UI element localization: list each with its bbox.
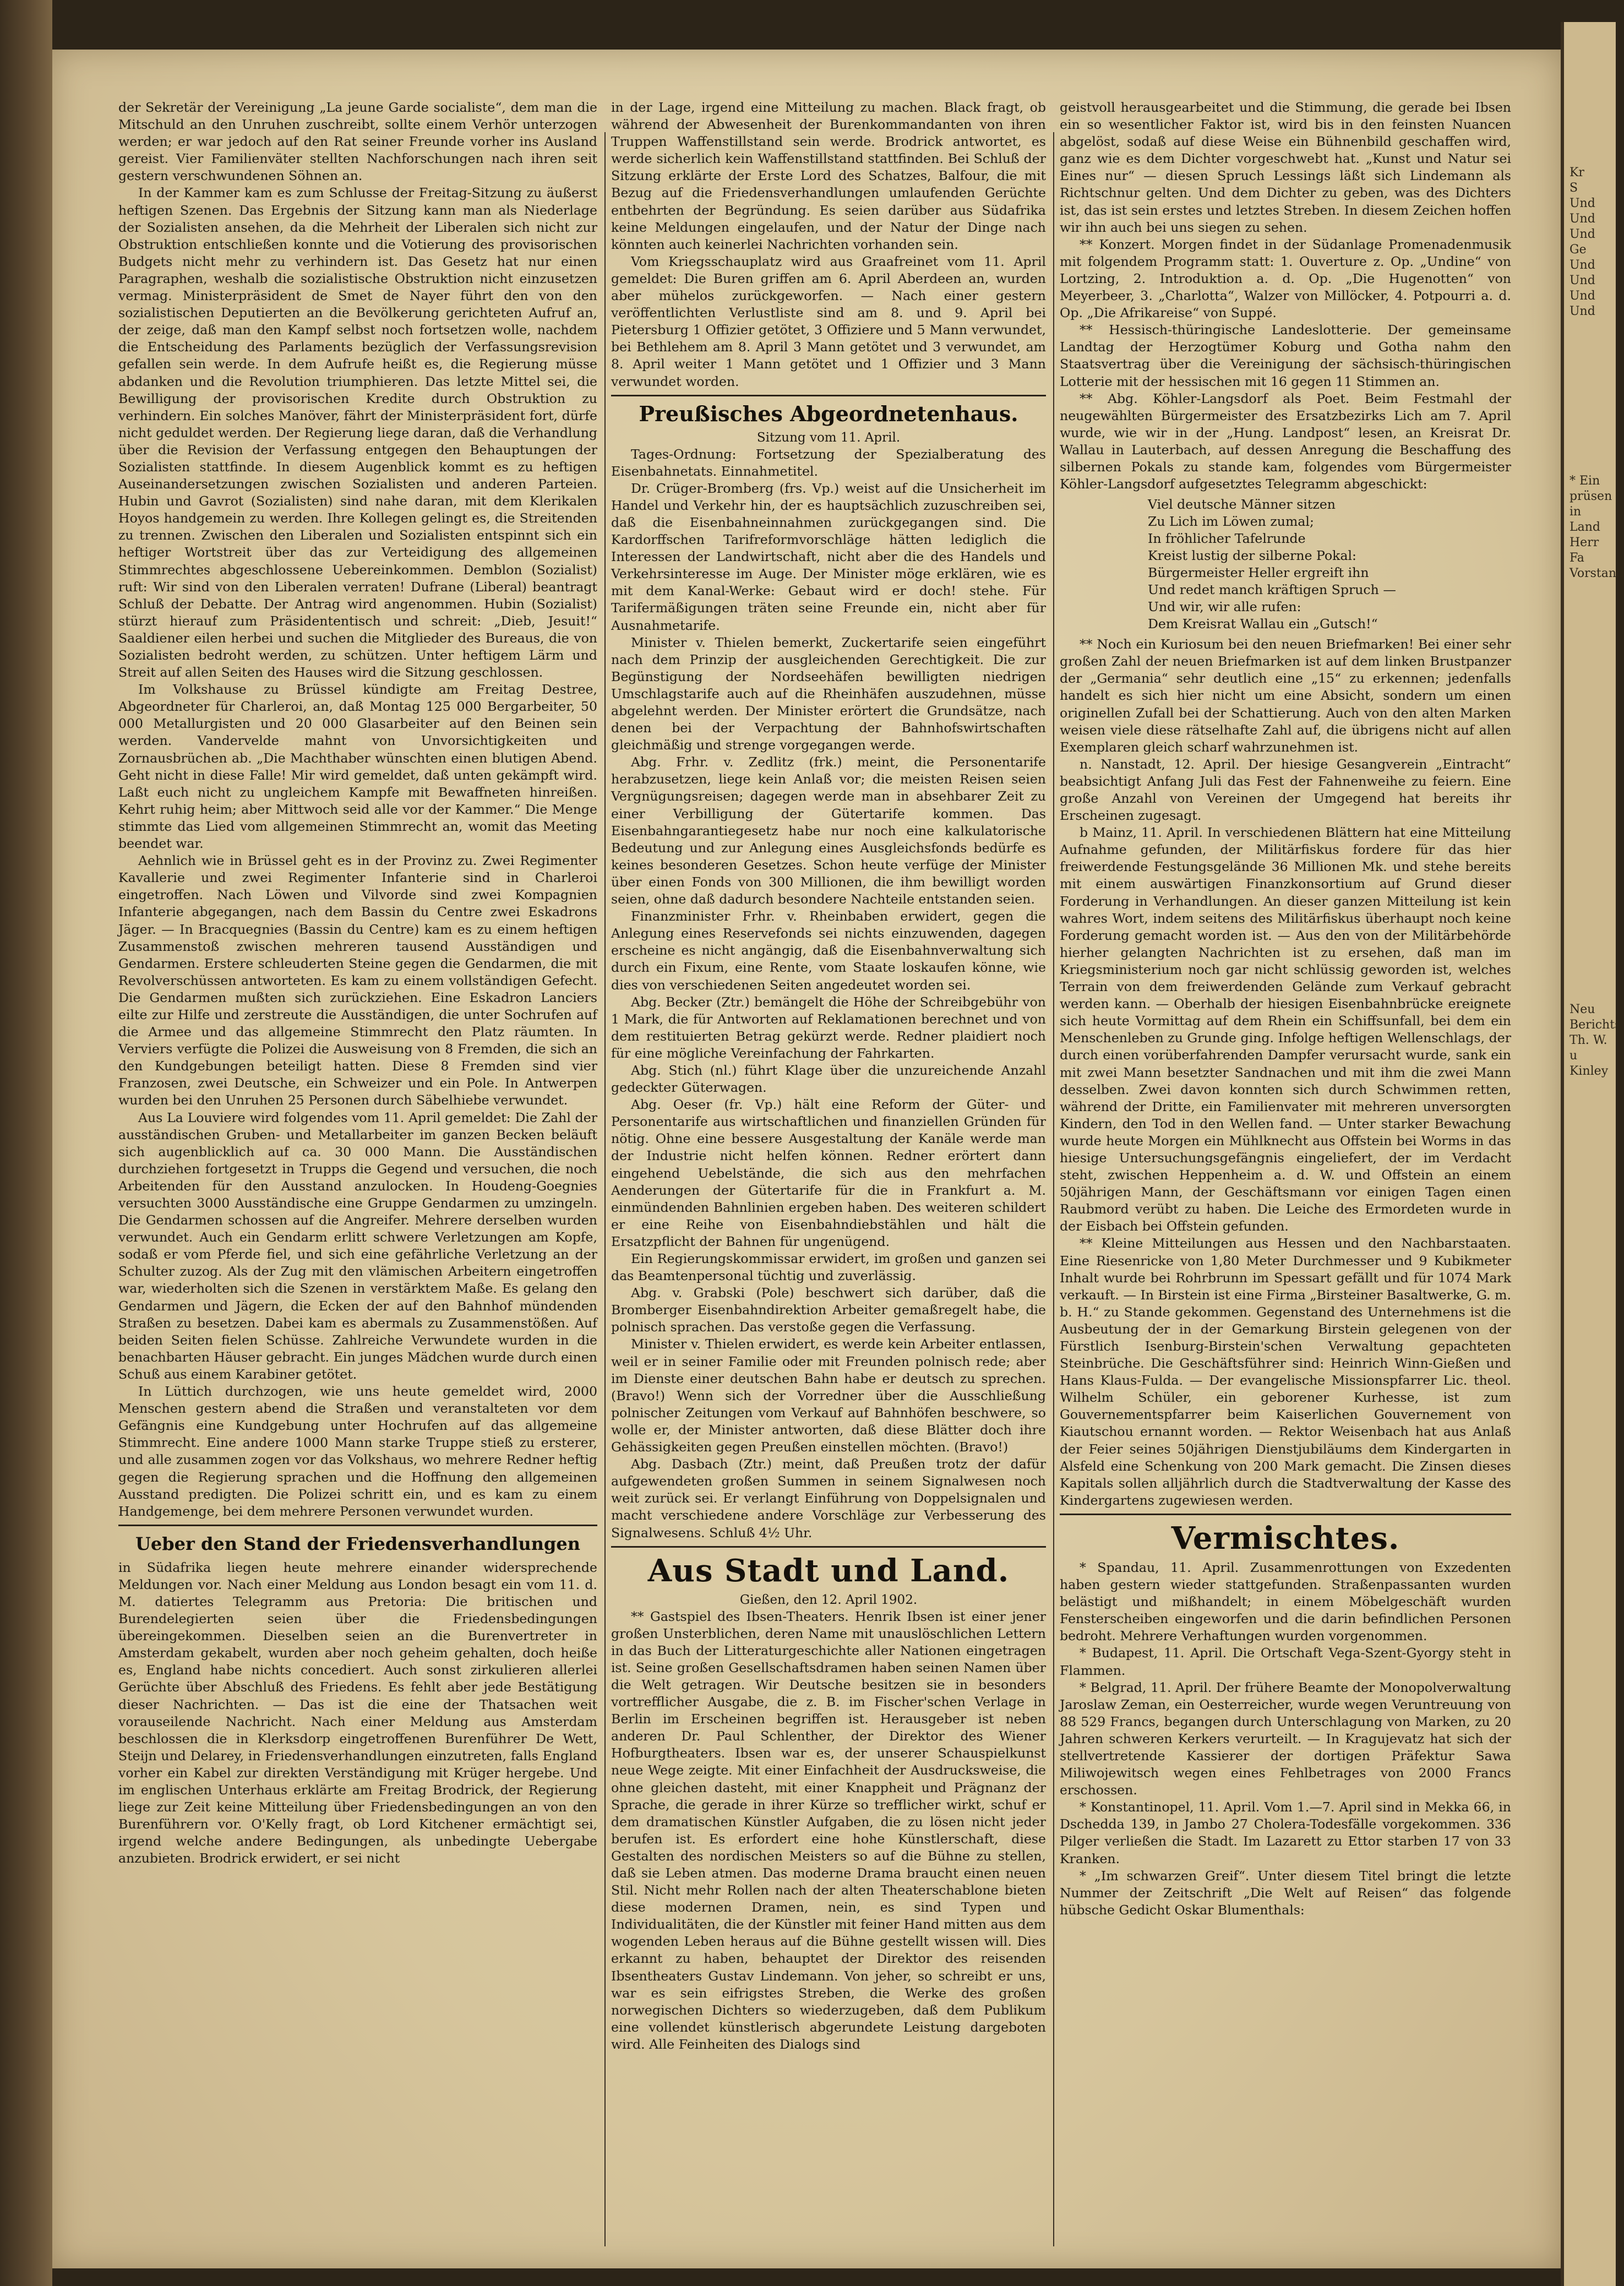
paragraph: n. Nanstadt, 12. April. Der hiesige Gesangverein „Eintracht“ beabsichtigt Anfang Juli das Fest der Fahnenweihe zu feiern. Eine große Anzahl von Vereinen der Umgegend hat bereits ihr Erscheinen zugesagt. <box>1060 756 1511 824</box>
poem <box>1148 496 1511 633</box>
paragraph: ** Konzert. Morgen findet in der Südanlage Promenadenmusik mit folgendem Programm statt: 1. Ouverture z. Op. „Undine“ von Lortzing, 2. Introduktion a. d. Op. „Die Hugenotten“ von Meyerbeer, 3. „Charlotta“, Walzer von Millöcker, 4. Potpourri a. d. Op. „Die Afrikareise“ von Suppé. <box>1060 236 1511 321</box>
newspaper-page <box>52 50 1561 2268</box>
poem-line: Dem Kreisrat Wallau ein „Gutsch!“ <box>1148 616 1378 632</box>
paragraph: Im Volkshause zu Brüssel kündigte am Freitag Destree, Abgeordneter für Charleroi, an, daß Montag 125 000 Bergarbeiter, 50 000 Metallurgisten und 20 000 Glasarbeiter auf den Beinen sein werden. Vandervelde mahnt von Unvorsichtigkeiten und Zornausbrüchen ab. „Die Machthaber wünschten einen blutigen Abend. Geht nicht in diese Falle! Mir wird gemeldet, daß unten gekämpft wird. Laßt euch nicht zu ungleichem Kampfe mit Bewaffneten hinreißen. Kehrt ruhig heim; aber Mittwoch seid alle vor der Kammer.“ Die Menge stimmte das Lied vom allgemeinen Stimmrecht an, womit das Meeting beendet war. <box>118 682 597 852</box>
book-binding <box>0 0 52 2286</box>
poem-line: In fröhlicher Tafelrunde <box>1148 531 1306 547</box>
column-2 <box>611 99 1046 2246</box>
section-heading: Aus Stadt und Land. <box>647 1552 1010 1589</box>
paragraph: * Budapest, 11. April. Die Ortschaft Vega-Szent-Gyorgy steht in Flammen. <box>1060 1645 1511 1678</box>
section-rule <box>1060 1514 1511 1515</box>
poem-line: Bürgermeister Heller ergreift ihn <box>1148 565 1369 581</box>
column-1 <box>118 99 597 2246</box>
poem-line: Kreist lustig der silberne Pokal: <box>1148 548 1357 564</box>
poem-line: Und wir, wir alle rufen: <box>1148 599 1301 615</box>
paragraph: In Lüttich durchzogen, wie uns heute gemeldet wird, 2000 Menschen gestern abend die Straßen und veranstalteten vor dem Gefängnis eine Kundgebung unter Hochrufen auf das allgemeine Stimmrecht. Eine andere 1000 Mann starke Truppe stieß zu ersterer, und alle zusammen zogen vor das Volkshaus, wo mehrere Redner heftig gegen die Regierung sprachen und die Hoffnung den allgemeinen Ausstand predigten. Die Polizei schritt ein, und es kam zu einem Handgemenge, bei dem mehrere Personen verwundet wurden. <box>118 1384 597 1519</box>
column-rule <box>1053 132 1054 2246</box>
paragraph: Abg. v. Grabski (Pole) beschwert sich darüber, daß die Bromberger Eisenbahndirektion Arbeiter gemaßregelt habe, die polnisch sprachen. Das verstoße gegen die Verfassung. <box>611 1285 1046 1335</box>
paragraph: * Konstantinopel, 11. April. Vom 1.—7. April sind in Mekka 66, in Dschedda 139, in Jambo 27 Cholera-Todesfälle vorgekommen. 336 Pilger verließen die Stadt. Im Lazarett zu Ettor starben 17 von 33 Kranken. <box>1060 1799 1511 1866</box>
paragraph: * „Im schwarzen Greif“. Unter diesem Titel bringt die letzte Nummer der Zeitschrift „Die Welt auf Reisen“ das folgende hübsche Gedicht Oskar Blumenthals: <box>1060 1868 1511 1918</box>
paragraph: in der Lage, irgend eine Mitteilung zu machen. Black fragt, ob während der Abwesenheit der Burenkommandanten von ihren Truppen Waffenstillstand sein werde. Brodrick antwortet, es werde sicherlich kein Waffenstillstand stattfinden. Bei Schluß der Sitzung erklärte der Erste Lord des Schatzes, Balfour, die mit Bezug auf die Friedensverhandlungen umlaufenden Gerüchte entbehrten der Begründung. Es seien darüber aus Südafrika keine Meldungen eingelaufen, und der Natur der Dinge nach könnten auch keinerlei Nachrichten vorhanden sein. <box>611 100 1046 252</box>
paragraph: Vom Kriegsschauplatz wird aus Graafreinet vom 11. April gemeldet: Die Buren griffen am 6. April Aberdeen an, wurden aber mühelos zurückgeworfen. — Nach einer gestern veröffentlichten Verlustliste sind am 8. und 9. April bei Pietersburg 1 Offizier getötet, 3 Offiziere und 5 Mann verwundet, bei Bethlehem am 8. April 3 Mann getötet und 3 verwundet, am 8. April weiter 1 Mann getötet und 1 Offizier und 3 Mann verwundet worden. <box>611 253 1046 389</box>
section-heading: Vermischtes. <box>1171 1520 1400 1556</box>
next-page-edge <box>1561 22 1624 2286</box>
poem-line: Viel deutsche Männer sitzen <box>1148 497 1336 513</box>
paragraph: Ein Regierungskommissar erwidert, im großen und ganzen sei das Beamtenpersonal tüchtig und zuverlässig. <box>611 1251 1046 1284</box>
next-page-text: Neu Berichts Th. W. u Kinley <box>1569 1003 1621 1078</box>
section-subheading: Sitzung vom 11. April. <box>756 430 901 445</box>
paragraph: ** Gastspiel des Ibsen-Theaters. Henrik Ibsen ist einer jener großen Unsterblichen, deren Name mit unauslöschlichen Lettern in das Buch der Litteraturgeschichte aller Nationen eingetragen ist. Seine großen Gesellschaftsdramen haben seinen Namen über die Welt getragen. Wir Deutsche besitzen sie in besonders vortrefflicher Ausgabe, die z. B. im Fischer'schen Verlage in Berlin im Erscheinen begriffen ist. Herausgeber ist neben anderen Dr. Paul Schlenther, der Direktor des Wiener Hofburgtheaters. Ibsen war es, der unserer Schauspielkunst neue Wege zeigte. Mit einer Einfachheit der Ausdrucksweise, die ohne gleichen dasteht, mit einer Knappheit und Prägnanz der Sprache, die gerade in ihrer Kürze so trefflicher wirkt, schuf er dem dramatischen Künstler Aufgaben, die zu lösen nicht jeder berufen ist. Es erfordert eine hohe Künstlerschaft, diese Gestalten des nordischen Meisters so auf die Bühne zu stellen, daß sie Leben atmen. Das moderne Drama braucht einen neuen Stil. Nicht mehr Rollen nach der alten Theaterschablone bieten diese modernen Dramen, nein, es sind Typen und Individualitäten, die der Künstler mit feiner Hand mitten aus dem wogenden Leben heraus auf die Bühne gestellt wissen will. Dies erkannt zu haben, behauptet der Direktor des reisenden Ibsentheaters Gustav Lindemann. Von jeher, so schreibt er uns, war es sein eifrigstes Streben, die Werke des großen norwegischen Dichters so wiederzugeben, daß dem Publikum eine vollendet künstlerisch abgerundete Leistung dargeboten wird. Alle Feinheiten des Dialogs sind <box>611 1608 1046 2052</box>
paragraph: Dr. Crüger-Bromberg (frs. Vp.) weist auf die Unsicherheit im Handel und Verkehr hin, der es hauptsächlich zuzuschreiben sei, daß die Eisenbahneinnahmen zurückgegangen sind. Die Kardorffschen Tarifreformvorschläge hätten lediglich die Interessen der Landwirtschaft, nicht aber die des Handels und Verkehrsinteresse im Auge. Der Minister möge erklären, wie es mit dem Kanal-Werke: Gebaut wird er doch! stehe. Für Tarifermäßigungen träten seine Freunde ein, nicht aber für Ausnahmetarife. <box>611 480 1046 633</box>
column-3 <box>1060 99 1511 2246</box>
poem-line: Zu Lich im Löwen zumal; <box>1148 514 1314 530</box>
paragraph: Abg. Frhr. v. Zedlitz (frk.) meint, die Personentarife herabzusetzen, liege kein Anlaß vor; die meisten Reisen seien Vergnügungsreisen; dagegen werde man in absehbarer Zeit zu einer Verbilligung der Gütertarife kommen. Das Eisenbahngarantiegesetz habe nur noch eine kalkulatorische Bedeutung und zur Anlegung eines Ausgleichsfonds bedürfe es keines besonderen Gesetzes. Schon heute verfüge der Minister über einen Fonds von 300 Millionen, die ihm bewilligt worden seien, ohne daß dadurch besondere Nachteile entstanden seien. <box>611 754 1046 907</box>
paragraph: Abg. Dasbach (Ztr.) meint, daß Preußen trotz der dafür aufgewendeten großen Summen in seinem Signalwesen noch weit zurück sei. Er verlangt Einführung von Doppelsignalen und macht verschiedene andere Vorschläge zur Verbesserung des Signalwesens. Schluß 4½ Uhr. <box>611 1456 1046 1541</box>
section-rule <box>611 395 1046 396</box>
paragraph: Tages-Ordnung: Fortsetzung der Spezialberatung des Eisenbahnetats. Einnahmetitel. <box>611 446 1046 479</box>
paragraph: in Südafrika liegen heute mehrere einander widersprechende Meldungen vor. Nach einer Meldung aus London besagt ein vom 11. d. M. datiertes Telegramm aus Pretoria: Die britischen und Burendelegierten seien über die Friedensbedingungen übereingekommen. Dieselben seien an die Burenvertreter in Amsterdam gekabelt, wurden aber noch geheim gehalten, doch heiße es, England habe nichts concediert. Auch sonst zirkulieren allerlei Gerüchte über Abschluß des Friedens. Es fehlt aber jede Bestätigung dieser Nachrichten. — Das ist die eine der Thatsachen weit vorauseilende Nachricht. Nach einer Meldung aus Amsterdam beschlossen die in Klerksdorp eingetroffenen Burenführer De Wett, Steijn und Delarey, in Friedensverhandlungen einzutreten, falls England vorher ein Kabel zur direkten Verständigung mit Krüger hergebe. Und im englischen Unterhaus erklärte am Freitag Brodrick, der Regierung liege zur Zeit keine Mitteilung über Friedensbedingungen an von den Burenführern vor. O'Kelly fragt, ob Lord Kitchener ermächtigt sei, irgend welche andere Bedingungen, als unbedingte Uebergabe anzubieten. Brodrick erwidert, er sei nicht <box>118 1559 597 1866</box>
section-heading: Preußisches Abgeordnetenhaus. <box>639 401 1018 426</box>
paragraph: Abg. Oeser (fr. Vp.) hält eine Reform der Güter- und Personentarife aus wirtschaftlichen und finanziellen Gründen für nötig. Ohne eine bessere Ausgestaltung der Kanäle werde man der Industrie nicht helfen können. Redner erörtert dann eingehend Uebelstände, die sich aus den mehrfachen Aenderungen der Gütertarife für die in Frankfurt a. M. einmündenden Bahnlinien ergeben haben. Des weiteren schildert er eine Reihe von Eisenbahndiebstählen und hält die Ersatzpflicht der Bahnen für ungenügend. <box>611 1097 1046 1249</box>
column-rule <box>604 132 606 2246</box>
paragraph: Minister v. Thielen bemerkt, Zuckertarife seien eingeführt nach dem Prinzip der ausgleichenden Gerechtigkeit. Die zur Begünstigung der Nordseehäfen bewilligten niedrigen Umschlagstarife auch auf die Rheinhäfen auszudehnen, müsse abgelehnt werden. Der Minister erörtert die Grundsätze, nach denen bei der Verpachtung der Bahnhofswirtschaften gleichmäßig und strenge vorgegangen werde. <box>611 634 1046 753</box>
paragraph: Aehnlich wie in Brüssel geht es in der Provinz zu. Zwei Regimenter Kavallerie und zwei Regimenter Infanterie sind in Charleroi eingetroffen. Nach Löwen und Vilvorde sind zwei Kompagnien Infanterie abgegangen, nach dem Bassin du Centre zwei Eskadrons Jäger. — In Bracquegnies (Bassin du Centre) kam es zu einem heftigen Zusammenstoß zwischen mehreren tausend Ausständigen und Gendarmen. Erstere schleuderten Steine gegen die Gendarmen, die mit Revolverschüssen antworteten. Es kam zu einem vollständigen Gefecht. Die Gendarmen mußten sich zurückziehen. Eine Eskadron Lanciers eilte zur Hilfe und zerstreute die Ausständigen, die unter Sochrufen auf die Armee und das allgemeine Stimmrecht den Platz räumten. In Verviers verfügte die Polizei die Ausweisung von 8 Fremden, die sich an den Kundgebungen beteiligt hatten. Diese 8 Fremden sind vier Franzosen, zwei Deutsche, ein Schweizer und ein Pole. In Antwerpen wurden bei den Unruhen 25 Personen durch Säbelhiebe verwundet. <box>118 853 597 1108</box>
paragraph: * Spandau, 11. April. Zusammenrottungen von Exzedenten haben gestern wieder stattgefunden. Straßenpassanten wurden belästigt und mißhandelt; in einem Möbelgeschäft wurden Fensterscheiben eingeworfen und die darin befindlichen Personen bedroht. Mehrere Verhaftungen wurden vorgenommen. <box>1060 1559 1511 1644</box>
paragraph: ** Hessisch-thüringische Landeslotterie. Der gemeinsame Landtag der Herzogtümer Koburg und Gotha nahm den Staatsvertrag über die Vereinigung der sächsisch-thüringischen Lotterie mit der hessischen mit 16 gegen 11 Stimmen an. <box>1060 322 1511 389</box>
paragraph: Abg. Becker (Ztr.) bemängelt die Höhe der Schreibgebühr von 1 Mark, die für Antworten auf Reklamationen berechnet und von dem restituierten Betrag gekürzt werde. Redner plaidiert noch für eine mögliche Vereinfachung der Fahrkarten. <box>611 994 1046 1061</box>
paragraph: ** Noch ein Kuriosum bei den neuen Briefmarken! Bei einer sehr großen Zahl der neuen Briefmarken ist auf dem linken Brustpanzer der „Germania“ sehr deutlich eine „15“ zu erkennen; jedenfalls handelt es sich hier nicht um eine Absicht, sondern um einen originellen Zufall bei der Schattierung. Auch von den alten Marken weisen viele diese rätselhafte Zahl auf, die übrigens nicht auf allen Exemplaren gleich scharf wahrzunehmen ist. <box>1060 636 1511 755</box>
paragraph: ** Abg. Köhler-Langsdorf als Poet. Beim Festmahl der neugewählten Bürgermeister des Ersatzbezirks Lich am 7. April wurde, wie wir in der „Hung. Landpost“ lesen, an Kreisrat Dr. Wallau in Lauterbach, auf dessen Anregung die Beschaffung des silbernen Pokals zu stande kam, folgendes vom Bürgermeister Köhler-Langsdorf aufgesetztes Telegramm abgeschickt: <box>1060 390 1511 492</box>
paragraph: * Belgrad, 11. April. Der frühere Beamte der Monopolverwaltung Jaroslaw Zeman, ein Oesterreicher, wurde wegen Veruntreuung von 88 529 Francs, begangen durch Unterschlagung von Marken, zu 20 Jahren schweren Kerkers verurteilt. — In Kragujevatz hat sich der stellvertretende Kassierer der dortigen Präfektur Sawa Miliwojewitsch wegen eines Fehlbetrages von 2000 Francs erschossen. <box>1060 1679 1511 1798</box>
paragraph: b Mainz, 11. April. In verschiedenen Blättern hat eine Mitteilung Aufnahme gefunden, der Militärfiskus fordere für das hier freiwerdende Festungsgelände 36 Millionen Mk. und stehe bereits mit einem auswärtigen Finanzkonsortium auf Grund dieser Forderung in Verhandlungen. An dieser ganzen Mitteilung ist kein wahres Wort, indem seitens des Militärfiskus überhaupt noch keine Forderung gemacht worden ist. — Aus den von der Militärbehörde hierher gelangten Nachrichten ist zu ersehen, daß man im Kriegsministerium noch gar nicht schlüssig geworden ist, welches Terrain von dem freiwerdenden Gelände zum Verkauf gebracht werden kann. — Oberhalb der hiesigen Eisenbahnbrücke ereignete sich heute Vormittag auf dem Rhein ein Schiffsunfall, bei dem ein Menschenleben zu Grunde ging. Infolge heftigen Wellenschlags, der durch einen vorüberfahrenden Dampfer verursacht wurde, sank ein mit zwei Mann besetzter Sandnachen und mit ihm die zwei Mann desselben. Zwei davon konnten sich durch Schwimmen retten, während der Dritte, ein Familienvater mit mehreren unversorgten Kindern, den Tod in den Wellen fand. — Unter starker Bewachung wurde heute Morgen ein Mühlknecht aus Offstein bei Worms in das hiesige Untersuchungsgefängnis eingeliefert, der im Verdacht steht, zwischen Heppenheim a. d. W. und Offstein an einem 50jährigen Mann, der Geschäftsmann vor einigen Tagen einen Raubmord verübt zu haben. Die Leiche des Ermordeten wurde in der Eisbach bei Offstein gefunden. <box>1060 825 1511 1234</box>
dateline: Gießen, den 12. April 1902. <box>739 1592 918 1607</box>
next-page-text: * Ein prüsen in Land Herr Fa Vorstand <box>1569 474 1624 580</box>
poem-line: Und redet manch kräftigen Spruch — <box>1148 582 1396 598</box>
paragraph: Minister v. Thielen erwidert, es werde kein Arbeiter entlassen, weil er in seiner Familie oder mit Freunden polnisch rede; aber im Dienste einer deutschen Bahn habe er deutsch zu sprechen. (Bravo!) Wenn sich der Vorredner über die Ausschließung polnischer Zeitungen vom Verkauf auf Bahnhöfen beschwere, so wolle er, der Minister antworten, daß diese Blätter doch ihre Gehässigkeiten gegen Preußen einstellen möchten. (Bravo!) <box>611 1336 1046 1455</box>
paragraph: Aus La Louviere wird folgendes vom 11. April gemeldet: Die Zahl der ausständischen Gruben- und Metallarbeiter im ganzen Becken beläuft sich augenblicklich auf ca. 30 000 Mann. Die Ausständischen durchziehen fortgesetzt in Trupps die Gegend und versuchen, die noch Arbeitenden für den Ausstand anzulocken. In Houdeng-Goegnies versuchten 3000 Ausständische eine Gruppe Gendarmen zu umzingeln. Die Gendarmen schossen auf die Angreifer. Mehrere derselben wurden verwundet. Auch ein Gendarm erlitt schwere Verletzungen am Kopfe, sodaß er vom Pferde fiel, und sich eine gefährliche Verletzung an der Schulter zuzog. Als der Zug mit den vlämischen Arbeitern eingetroffen war, wiederholten sich die Szenen in verstärktem Maße. Es gelang den Gendarmen und Jägern, die Ecken der auf den Bahnhof mündenden Straßen zu besetzen. Dabei kam es abermals zu Zusammenstößen. Auf beiden Seiten fielen Schüsse. Zahlreiche Verwundete wurden in die benachbarten Häuser gebracht. Ein junges Mädchen wurde durch einen Schuß aus einem Karabiner getötet. <box>118 1109 597 1382</box>
paragraph: In der Kammer kam es zum Schlusse der Freitag-Sitzung zu äußerst heftigen Szenen. Das Ergebnis der Sitzung kann man als Niederlage der Sozialisten ansehen, da die Mehrheit der Liberalen sich nicht zur Obstruktion entschließen konnte und die Votierung des provisorischen Budgets nicht mehr zu verhindern ist. Das Gesetz hat nur einen Paragraphen, weshalb die sozialistische Obstruktion nicht einzusetzen vermag. Ministerpräsident de Smet de Nayer führt den von den sozialistischen Deputierten an die Bevölkerung gerichteten Aufruf an, der zeige, daß man den Kampf selbst noch fortsetzen wolle, nachdem die Entscheidung des Parlaments bezüglich der Verfassungsrevision gefallen sein werde. In dem Aufrufe heißt es, die Regierung müsse abdanken und die Revolution triumphieren. Das letzte Mittel sei, die Bewilligung der provisorischen Kredite durch Obstruktion zu verhindern. Ein solches Manöver, fährt der Ministerpräsident fort, dürfe nicht geduldet werden. Der Regierung liege daran, daß die Verhandlung über die Revision der Verfassung entgegen den Behauptungen der Sozialisten stattfinde. In diesem Augenblick kommt es zu heftigen Auseinandersetzungen zwischen Sozialisten und anderen Parteien. Hubin und Gavrot (Sozialisten) sind nahe daran, mit dem Klerikalen Hoyos handgemein zu werden. Ihre Kollegen gelingt es, die Streitenden zu trennen. Zwischen den Liberalen und Sozialisten entspinnt sich ein heftiger Wortstreit über das zur Verteidigung des allgemeinen Stimmrechtes abgeschlossene Uebereinkommen. Demblon (Sozialist) ruft: Wir sind von den Liberalen verraten! Dufrane (Liberal) beantragt Schluß der Debatte. Der Antrag wird angenommen. Hubin (Sozialist) stürzt hierauf zum Präsidententisch und schreit: „Dieb, Jesuit!“ Saaldiener eilen herbei und suchen die Mitglieder des Bureaus, die von Sozialisten bedroht werden, zu schützen. Unter heftigem Lärm und Streit auf allen Seiten des Hauses wird die Sitzung geschlossen. <box>118 185 597 681</box>
paragraph: der Sekretär der Vereinigung „La jeune Garde socialiste“, dem man die Mitschuld an den Unruhen zuschreibt, sollte einem Verhör unterzogen werden; er war jedoch auf den Rat seiner Freunde vorher ins Ausland gereist. Vier Familienväter stellten Nachforschungen nach ihren seit gestern verschwundenen Söhnen an. <box>118 100 597 184</box>
section-rule <box>118 1525 597 1526</box>
paragraph: Abg. Stich (nl.) führt Klage über die unzureichende Anzahl gedeckter Güterwagen. <box>611 1062 1046 1096</box>
next-page-text: Kr S Und Und Und Ge Und Und Und Und <box>1569 166 1595 318</box>
paragraph: ** Kleine Mitteilungen aus Hessen und den Nachbarstaaten. Eine Riesenricke von 1,80 Meter Durchmesser und 9 Kubikmeter Inhalt wurde bei Rohrbrunn im Spessart gefällt und für 1074 Mark verkauft. — In Birstein ist eine Firma „Birsteiner Basaltwerke, G. m. b. H.“ zu Stande gekommen. Gegenstand des Unternehmens ist die Ausbeutung der in der Gemarkung Birstein gelegenen von der Fürstlich Isenburg-Birstein'schen Verwaltung gepachteten Steinbrüche. Die Geschäftsführer sind: Heinrich Winn-Gießen und Hans Klaus-Fulda. — Der evangelische Missionspfarrer Lic. theol. Wilhelm Schüler, ein geborener Kurhesse, ist zum Gouvernementspfarrer beim Kaiserlichen Gouvernement von Kiautschou ernannt worden. — Rektor Weisenbach hat aus Anlaß der Feier seines 50jährigen Dienstjubiläums dem Kindergarten in Alsfeld eine Schenkung von 200 Mark gemacht. Die Zinsen dieses Kapitals sollen alljährlich durch die Stadtverwaltung der Kasse des Kindergartens zugewiesen werden. <box>1060 1235 1511 1508</box>
section-heading: Ueber den Stand der Friedensverhandlungen <box>135 1533 580 1554</box>
paragraph: Finanzminister Frhr. v. Rheinbaben erwidert, gegen die Anlegung eines Reservefonds sei nichts einzuwenden, dagegen erscheine es nicht angängig, daß die Eisenbahnverwaltung sich durch ein Fixum, eine Rente, vom Staate loskaufen könne, wie dies von verschiedenen Seiten angedeutet worden sei. <box>611 908 1046 993</box>
section-rule <box>611 1546 1046 1548</box>
paragraph: geistvoll herausgearbeitet und die Stimmung, die gerade bei Ibsen ein so wesentlicher Faktor ist, wird bis in den feinsten Nuancen abgelöst, sodaß auf diese Weise ein Bühnenbild geschaffen wird, ganz wie es dem Dichter vorgeschwebt hat. „Kunst und Natur sei Eines nur“ — diesen Spruch Lessings läßt sich Lindemann als Richtschnur gelten. Und dem Dichter zu geben, was des Dichters ist, das ist sein erstes und letztes Streben. In diesem Zeichen hoffen wir ihn auch bei uns siegen zu sehen. <box>1060 100 1511 235</box>
